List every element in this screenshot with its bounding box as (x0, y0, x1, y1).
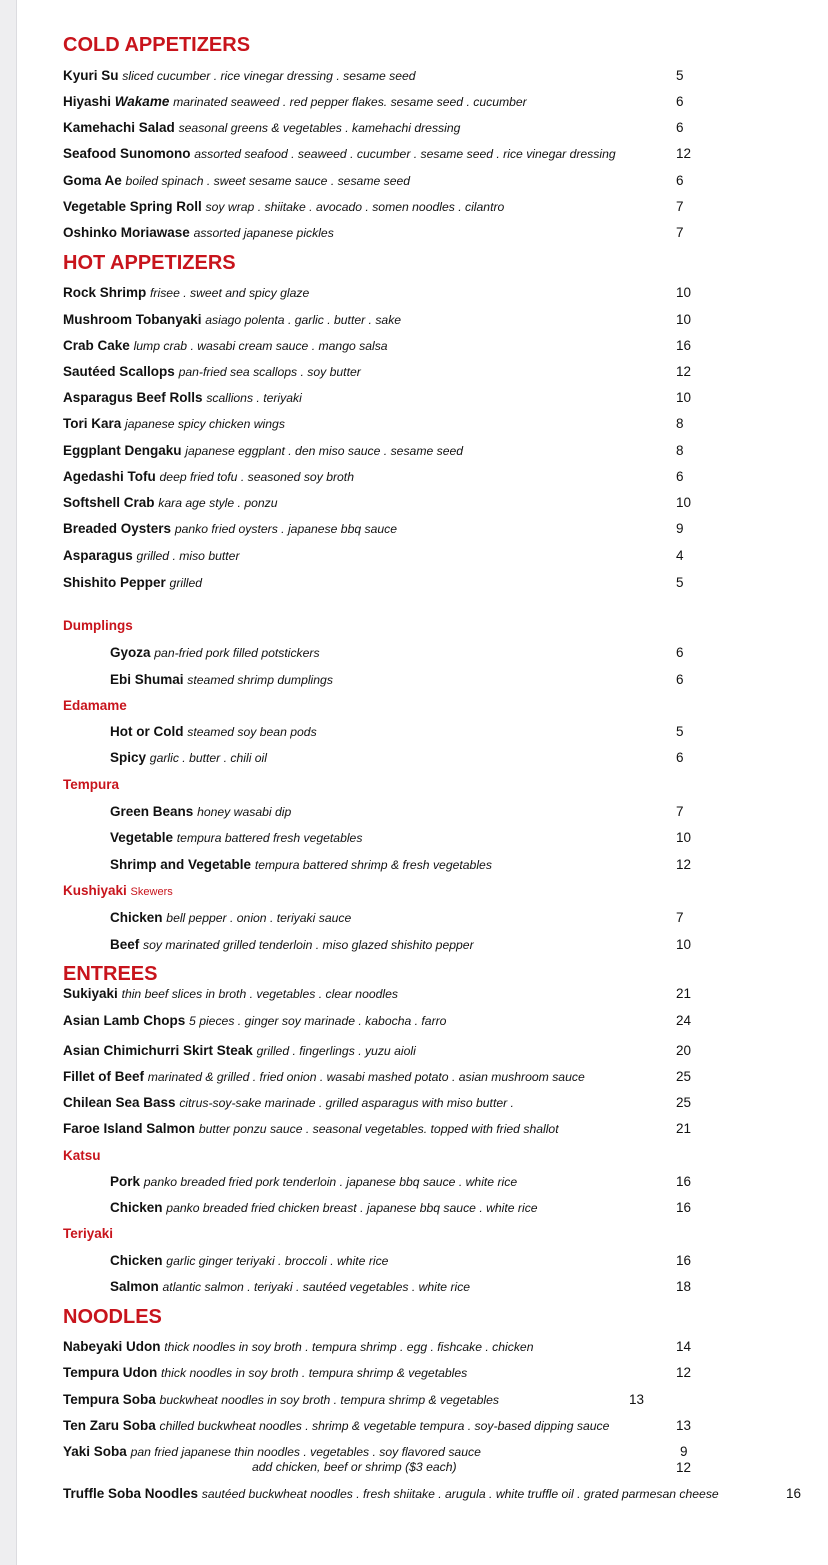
item-description: 5 pieces . ginger soy marinade . kabocha . farro (189, 1014, 447, 1028)
subsection-title-kushiyaki (63, 884, 173, 898)
menu-item-ten-zaru-soba (63, 1419, 609, 1433)
item-description: panko fried oysters . japanese bbq sauce (174, 522, 398, 536)
item-price: 18 (676, 1279, 692, 1294)
item-price: 7 (676, 225, 684, 240)
item-description: soy wrap . shiitake . avocado . somen noodles . cilantro (205, 200, 505, 214)
item-description: scallions . teriyaki (206, 391, 302, 405)
item-description: seasonal greens & vegetables . kamehachi dressing (178, 121, 461, 135)
item-description: soy marinated grilled tenderloin . miso glazed shishito pepper (143, 938, 474, 952)
item-name: Goma Ae (63, 173, 122, 188)
item-price: 13 (629, 1392, 645, 1407)
item-name: Eggplant Dengaku (63, 443, 182, 458)
menu-item-asian-lamb-chops (63, 1014, 446, 1028)
item-description: assorted seafood . seaweed . cucumber . sesame seed . rice vinegar dressing (194, 147, 616, 161)
item-price: 24 (676, 1013, 692, 1028)
menu-item-beef (110, 938, 474, 952)
item-name: Vegetable (110, 830, 174, 845)
item-description: butter ponzu sauce . seasonal vegetables. topped with fried shallot (198, 1122, 559, 1136)
menu-item-asparagus-beef-rolls (63, 391, 302, 405)
section-title-noodles: NOODLES (63, 1306, 162, 1328)
item-description: thin beef slices in broth . vegetables . clear noodles (121, 987, 398, 1001)
item-description: asiago polenta . garlic . butter . sake (205, 313, 402, 327)
menu-item-green-beans (110, 805, 291, 819)
subsection-name: Edamame (63, 698, 127, 713)
item-name: Crab Cake (63, 338, 130, 353)
item-name: Ten Zaru Soba (63, 1418, 156, 1433)
item-name: Gyoza (110, 645, 151, 660)
subsection-title-teriyaki (63, 1227, 113, 1241)
menu-item-vegetable (110, 831, 362, 845)
item-description: honey wasabi dip (197, 805, 292, 819)
item-price: 6 (676, 672, 684, 687)
item-price: 10 (676, 312, 692, 327)
menu-item-salmon (110, 1280, 470, 1294)
item-price: 25 (676, 1069, 692, 1084)
item-description: frisee . sweet and spicy glaze (150, 286, 310, 300)
menu-item-softshell-crab (63, 496, 278, 510)
item-description: grilled . fingerlings . yuzu aioli (256, 1044, 416, 1058)
item-price: 16 (676, 1253, 692, 1268)
menu-item-faroe-island-salmon (63, 1122, 559, 1136)
item-price: 13 (676, 1418, 692, 1433)
menu-item-tori-kara (63, 417, 285, 431)
item-addon-note: add chicken, beef or shrimp ($3 each) (252, 1460, 457, 1474)
item-name: Shishito Pepper (63, 575, 166, 590)
item-name: Salmon (110, 1279, 159, 1294)
menu-item-nabeyaki-udon (63, 1340, 534, 1354)
subsection-name: Tempura (63, 777, 120, 792)
item-price: 9 (676, 521, 684, 536)
item-name: Rock Shrimp (63, 285, 147, 300)
item-name: Seafood Sunomono (63, 146, 191, 161)
item-price: 12 (676, 1365, 692, 1380)
item-description: grilled (169, 576, 203, 590)
item-price: 10 (676, 390, 692, 405)
item-description: boiled spinach . sweet sesame sauce . sesame seed (125, 174, 411, 188)
item-name: Tempura Soba (63, 1392, 156, 1407)
item-name: Asian Chimichurri Skirt Steak (63, 1043, 253, 1058)
item-price: 7 (676, 910, 684, 925)
menu-item-agedashi-tofu (63, 470, 354, 484)
item-name: Softshell Crab (63, 495, 155, 510)
subsection-title-tempura (63, 778, 119, 792)
item-name-emphasis: Wakame (114, 94, 170, 109)
item-price: 16 (676, 1174, 692, 1189)
menu-item-fillet-of-beef (63, 1070, 585, 1084)
item-price: 16 (676, 338, 692, 353)
item-price: 9 (680, 1444, 688, 1459)
menu-item-eggplant-dengaku (63, 444, 463, 458)
item-description: citrus-soy-sake marinade . grilled asparagus with miso butter . (179, 1096, 514, 1110)
item-price: 7 (676, 199, 684, 214)
menu-item-asparagus (63, 549, 240, 563)
item-name: Asian Lamb Chops (63, 1013, 186, 1028)
item-name: Sukiyaki (63, 986, 118, 1001)
item-price: 21 (676, 986, 692, 1001)
menu-item-gyoza (110, 646, 320, 660)
item-description: pan fried japanese thin noodles . vegetables . soy flavored sauce (130, 1445, 481, 1459)
menu-item-shrimp-and-vegetable (110, 858, 492, 872)
item-description: thick noodles in soy broth . tempura shrimp & vegetables (161, 1366, 468, 1380)
item-price: 10 (676, 830, 692, 845)
item-description: japanese spicy chicken wings (125, 417, 285, 431)
item-name: Chicken (110, 1200, 163, 1215)
item-name: Chicken (110, 910, 163, 925)
item-description: garlic . butter . chili oil (149, 751, 267, 765)
item-price: 21 (676, 1121, 692, 1136)
item-name: Kamehachi Salad (63, 120, 175, 135)
menu-item-rock-shrimp (63, 286, 309, 300)
item-price: 8 (676, 443, 684, 458)
item-name: Green Beans (110, 804, 194, 819)
item-price: 5 (676, 724, 684, 739)
item-description: bell pepper . onion . teriyaki sauce (166, 911, 352, 925)
menu-item-saut-ed-scallops (63, 365, 361, 379)
menu-item-chicken (110, 1201, 538, 1215)
item-description: lump crab . wasabi cream sauce . mango salsa (133, 339, 388, 353)
item-price: 5 (676, 575, 684, 590)
menu-item-hot-or-cold (110, 725, 317, 739)
item-description: panko breaded fried pork tenderloin . japanese bbq sauce . white rice (143, 1175, 518, 1189)
item-name: Asparagus Beef Rolls (63, 390, 203, 405)
menu-item-kyuri-su (63, 69, 416, 83)
item-description: chilled buckwheat noodles . shrimp & vegetable tempura . soy-based dipping sauce (159, 1419, 610, 1433)
menu-item-shishito-pepper (63, 576, 202, 590)
item-name: Shrimp and Vegetable (110, 857, 252, 872)
menu-item-hiyashi (63, 95, 527, 109)
item-description: steamed shrimp dumplings (187, 673, 333, 687)
menu-item-vegetable-spring-roll (63, 200, 504, 214)
item-description: garlic ginger teriyaki . broccoli . white rice (166, 1254, 389, 1268)
item-name: Breaded Oysters (63, 521, 172, 536)
menu-item-asian-chimichurri-skirt-steak (63, 1044, 416, 1058)
item-price: 10 (676, 285, 692, 300)
item-name: Hot or Cold (110, 724, 184, 739)
item-description: assorted japanese pickles (193, 226, 334, 240)
item-price: 14 (676, 1339, 692, 1354)
item-price: 6 (676, 120, 684, 135)
item-description: marinated seaweed . red pepper flakes. sesame seed . cucumber (173, 95, 527, 109)
item-name: Hiyashi (63, 94, 112, 109)
item-description: sautéed buckwheat noodles . fresh shiitake . arugula . white truffle oil . grated parmesan cheese (201, 1487, 719, 1501)
menu-item-crab-cake (63, 339, 388, 353)
subsection-qualifier: Skewers (130, 886, 173, 898)
item-description: kara age style . ponzu (158, 496, 278, 510)
item-description: deep fried tofu . seasoned soy broth (159, 470, 354, 484)
item-price: 16 (786, 1486, 802, 1501)
menu-item-chilean-sea-bass (63, 1096, 514, 1110)
menu-item-spicy (110, 751, 267, 765)
item-name: Kyuri Su (63, 68, 119, 83)
item-description: panko breaded fried chicken breast . japanese bbq sauce . white rice (166, 1201, 538, 1215)
item-price: 20 (676, 1043, 692, 1058)
item-description: marinated & grilled . fried onion . wasabi mashed potato . asian mushroom sauce (147, 1070, 585, 1084)
item-addon-price: 12 (676, 1460, 692, 1475)
item-name: Sautéed Scallops (63, 364, 175, 379)
item-price: 5 (676, 68, 684, 83)
subsection-name: Katsu (63, 1148, 101, 1163)
item-description: pan-fried pork filled potstickers (154, 646, 320, 660)
item-name: Tempura Udon (63, 1365, 158, 1380)
item-name: Tori Kara (63, 416, 122, 431)
menu-item-yaki-soba (63, 1445, 481, 1459)
item-price: 6 (676, 645, 684, 660)
menu-item-truffle-soba-noodles (63, 1487, 719, 1501)
item-price: 7 (676, 804, 684, 819)
menu-item-mushroom-tobanyaki (63, 313, 401, 327)
item-price: 6 (676, 469, 684, 484)
item-price: 12 (676, 364, 692, 379)
subsection-title-dumplings (63, 619, 133, 633)
menu-item-breaded-oysters (63, 522, 397, 536)
item-price: 10 (676, 495, 692, 510)
item-price: 4 (676, 548, 684, 563)
item-price: 10 (676, 937, 692, 952)
item-description: grilled . miso butter (136, 549, 240, 563)
item-description: steamed soy bean pods (187, 725, 317, 739)
menu-item-chicken (110, 1254, 388, 1268)
item-name: Oshinko Moriawase (63, 225, 190, 240)
item-name: Fillet of Beef (63, 1069, 145, 1084)
subsection-title-edamame (63, 699, 127, 713)
menu-item-pork (110, 1175, 517, 1189)
section-title-hot-appetizers: HOT APPETIZERS (63, 252, 236, 274)
item-name: Vegetable Spring Roll (63, 199, 202, 214)
item-name: Chicken (110, 1253, 163, 1268)
item-name: Mushroom Tobanyaki (63, 312, 202, 327)
item-name: Nabeyaki Udon (63, 1339, 161, 1354)
item-name: Spicy (110, 750, 147, 765)
menu-item-chicken (110, 911, 351, 925)
item-price: 25 (676, 1095, 692, 1110)
menu-item-tempura-soba (63, 1393, 499, 1407)
subsection-title-katsu (63, 1149, 101, 1163)
item-name: Truffle Soba Noodles (63, 1486, 199, 1501)
menu-item-goma-ae (63, 174, 410, 188)
item-description: japanese eggplant . den miso sauce . sesame seed (185, 444, 464, 458)
menu-item-oshinko-moriawase (63, 226, 334, 240)
menu-item-ebi-shumai (110, 673, 333, 687)
item-price: 8 (676, 416, 684, 431)
section-title-cold-appetizers: COLD APPETIZERS (63, 34, 251, 56)
item-name: Pork (110, 1174, 141, 1189)
item-name: Asparagus (63, 548, 133, 563)
item-description: tempura battered shrimp & fresh vegetables (254, 858, 492, 872)
item-price: 6 (676, 750, 684, 765)
item-name: Agedashi Tofu (63, 469, 156, 484)
item-description: pan-fried sea scallops . soy butter (178, 365, 361, 379)
menu-item-sukiyaki (63, 987, 398, 1001)
subsection-name: Teriyaki (63, 1226, 114, 1241)
item-description: buckwheat noodles in soy broth . tempura shrimp & vegetables (159, 1393, 499, 1407)
item-price: 6 (676, 94, 684, 109)
menu-item-seafood-sunomono (63, 147, 616, 161)
item-name: Ebi Shumai (110, 672, 184, 687)
item-name: Beef (110, 937, 140, 952)
item-price: 16 (676, 1200, 692, 1215)
item-price: 6 (676, 173, 684, 188)
subsection-name: Dumplings (63, 618, 133, 633)
item-description: tempura battered fresh vegetables (176, 831, 363, 845)
item-price: 12 (676, 857, 692, 872)
item-description: sliced cucumber . rice vinegar dressing . sesame seed (122, 69, 416, 83)
section-title-entrees: ENTREES (63, 963, 158, 985)
item-name: Chilean Sea Bass (63, 1095, 176, 1110)
menu-item-kamehachi-salad (63, 121, 460, 135)
item-description: atlantic salmon . teriyaki . sautéed vegetables . white rice (162, 1280, 471, 1294)
item-name: Faroe Island Salmon (63, 1121, 196, 1136)
subsection-name: Kushiyaki (63, 883, 127, 898)
item-name: Yaki Soba (63, 1444, 127, 1459)
menu-item-tempura-udon (63, 1366, 467, 1380)
item-description: thick noodles in soy broth . tempura shrimp . egg . fishcake . chicken (164, 1340, 534, 1354)
item-price: 12 (676, 146, 692, 161)
